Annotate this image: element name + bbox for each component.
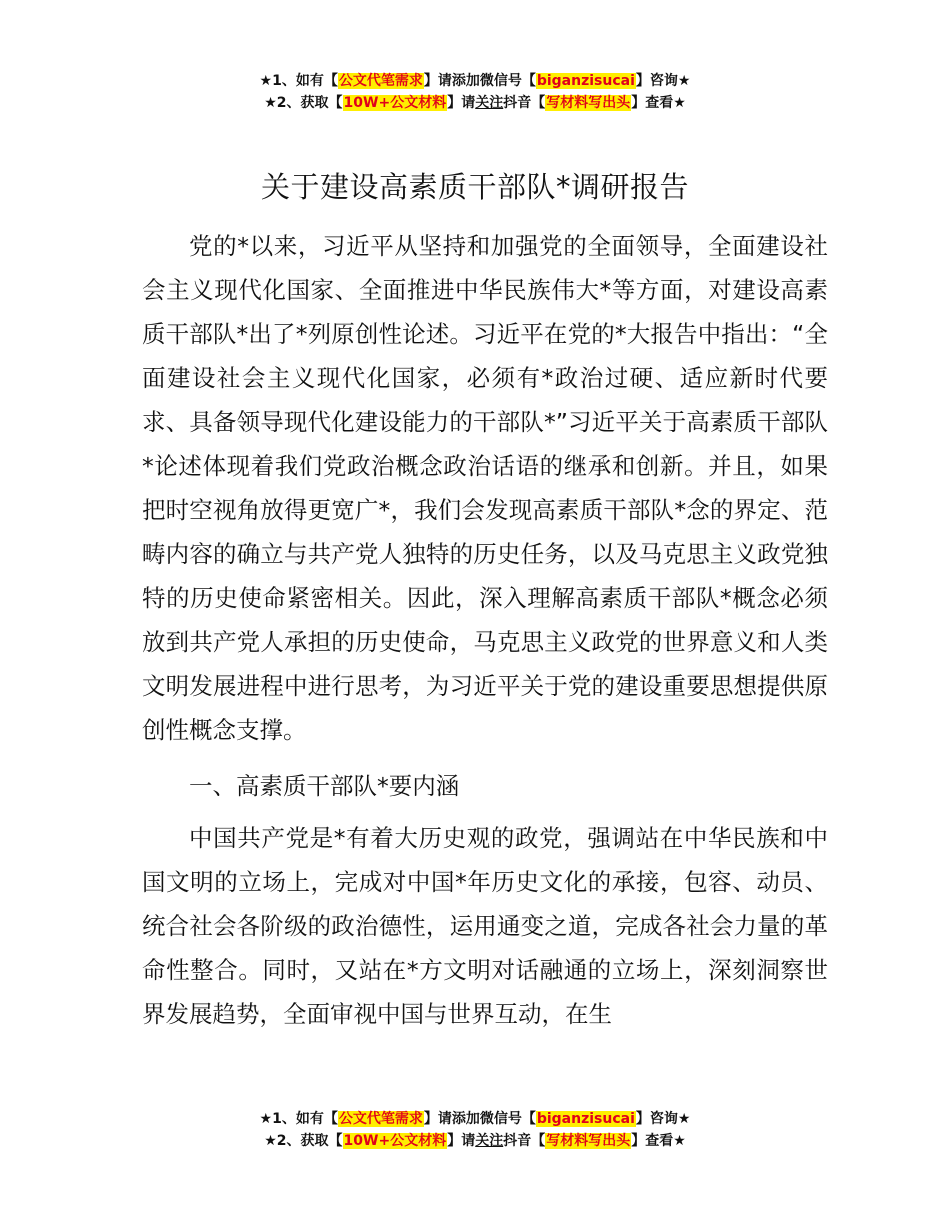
promo-text: 2、获取【	[276, 95, 343, 111]
promo-text: 】咨询	[635, 1111, 678, 1127]
promo-underlined: 关注	[475, 95, 504, 111]
promo-footer	[0, 1108, 950, 1152]
promo-text: 抖音【	[503, 95, 546, 111]
promo-header	[0, 70, 950, 114]
star-icon: ★	[677, 73, 691, 89]
promo-highlight: 公文代笔需求	[338, 1111, 423, 1127]
promo-highlight: 10W+公文材料	[343, 1133, 447, 1149]
star-icon: ★	[259, 73, 273, 89]
promo-text: 】请添加微信号【	[423, 1111, 536, 1127]
wechat-id-highlight: biganzisucai	[536, 73, 635, 89]
document-body	[142, 224, 828, 1036]
promo-text: 】查看	[631, 95, 674, 111]
promo-text: 2、获取【	[276, 1133, 343, 1149]
promo-text: 】请添加微信号【	[423, 73, 536, 89]
promo-line-2	[0, 92, 950, 114]
promo-text: 1、如有【	[272, 73, 338, 89]
promo-text: 】咨询	[635, 73, 678, 89]
promo-text: 】查看	[631, 1133, 674, 1149]
promo-highlight: 公文代笔需求	[338, 73, 423, 89]
promo-line-1	[0, 1108, 950, 1130]
promo-text: 】请	[447, 95, 476, 111]
section-heading: 一、高素质干部队*要内涵	[189, 772, 460, 800]
star-icon: ★	[259, 1111, 273, 1127]
promo-text: 】请	[447, 1133, 476, 1149]
document-title: 关于建设高素质干部队*调研报告	[260, 170, 689, 204]
promo-highlight: 10W+公文材料	[343, 95, 447, 111]
promo-line-1	[0, 70, 950, 92]
promo-line-2	[0, 1130, 950, 1152]
promo-underlined: 关注	[475, 1133, 504, 1149]
promo-text: 抖音【	[503, 1133, 546, 1149]
promo-text: 1、如有【	[272, 1111, 338, 1127]
star-icon: ★	[677, 1111, 691, 1127]
paragraph: 中国共产党是*有着大历史观的政党，强调站在中华民族和中国文明的立场上，完成对中国*年历史文化的承接，包容、动员、统合社会各阶级的政治德性，运用通变之道，完成各社会力量的革命性整合。同时，又站在*方文明对话融通的立场上，深刻洞察世界发展趋势，全面审视中国与世界互动，在生	[142, 824, 828, 1028]
star-icon: ★	[673, 1133, 686, 1149]
paragraph: 党的*以来，习近平从坚持和加强党的全面领导，全面建设社会主义现代化国家、全面推进中华民族伟大*等方面，对建设高素质干部队*出了*列原创性论述。习近平在党的*大报告中指出：“全面建设社会主义现代化国家，必须有*政治过硬、适应新时代要求、具备领导现代化建设能力的干部队*”习近平关于高素质干部队*论述体现着我们党政治概念政治话语的继承和创新。并且，如果把时空视角放得更宽广*，我们会发现高素质干部队*念的界定、范畴内容的确立与共产党人独特的历史任务，以及马克思主义政党独特的历史使命紧密相关。因此，深入理解高素质干部队*概念必须放到共产党人承担的历史使命，马克思主义政党的世界意义和人类文明发展进程中进行思考，为习近平关于党的建设重要思想提供原创性概念支撑。	[142, 232, 828, 744]
douyin-id-highlight: 写材料写出头	[546, 1133, 631, 1149]
wechat-id-highlight: biganzisucai	[536, 1111, 635, 1127]
star-icon: ★	[264, 1133, 277, 1149]
douyin-id-highlight: 写材料写出头	[546, 95, 631, 111]
star-icon: ★	[673, 95, 686, 111]
star-icon: ★	[264, 95, 277, 111]
